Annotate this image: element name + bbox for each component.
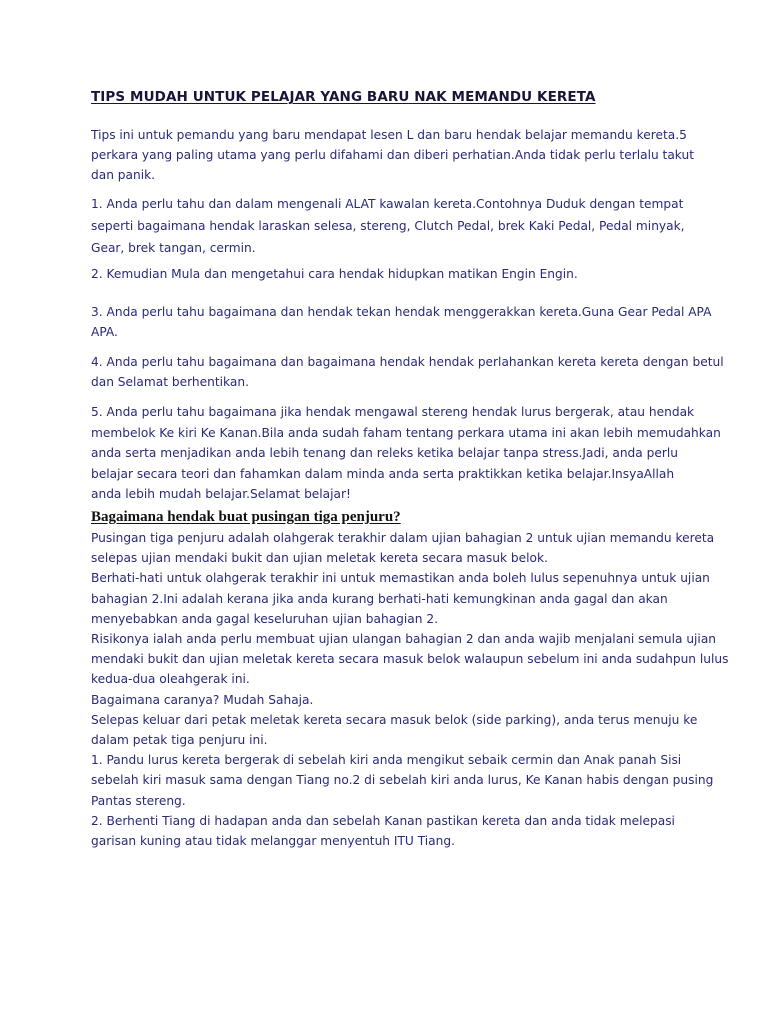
text-line: 3. Anda perlu tahu bagaimana dan hendak tekan hendak menggerakkan kereta.Guna Gear Pedal APA <box>91 305 712 319</box>
text-line: 2. Kemudian Mula dan mengetahui cara hendak hidupkan matikan Engin Engin. <box>91 267 578 281</box>
section-heading: Bagaimana hendak buat pusingan tiga penjuru? <box>91 509 401 525</box>
text-line: 5. Anda perlu tahu bagaimana jika hendak mengawal stereng hendak lurus bergerak, atau hendak <box>91 405 695 419</box>
text-line: Pusingan tiga penjuru adalah olahgerak terakhir dalam ujian bahagian 2 untuk ujian memandu kereta <box>91 531 715 545</box>
intro-paragraph <box>91 125 694 185</box>
text-line: mendaki bukit dan ujian meletak kereta secara masuk belok walaupun sebelum ini anda sudahpun lulus <box>91 652 729 667</box>
text-line: bahagian 2.Ini adalah kerana jika anda kurang berhati-hati kemungkinan anda gagal dan akan <box>91 591 668 606</box>
text-line: membelok Ke kiri Ke Kanan.Bila anda sudah faham tentang perkara utama ini akan lebih memudahkan <box>91 425 721 440</box>
text-line: selepas ujian mendaki bukit dan ujian meletak kereta secara masuk belok. <box>91 551 548 566</box>
text-line: APA. <box>91 325 118 339</box>
text-line: seperti bagaimana hendak laraskan selesa, stereng, Clutch Pedal, brek Kaki Pedal, Pedal minyak, <box>91 219 685 233</box>
text-line: kedua-dua oleahgerak ini. <box>91 672 250 687</box>
text-line: Tips ini untuk pemandu yang baru mendapat lesen L dan baru hendak belajar memandu kereta.5 <box>91 128 687 142</box>
text-line: 2. Berhenti Tiang di hadapan anda dan sebelah Kanan pastikan kereta dan anda tidak melepasi <box>91 813 675 828</box>
text-line: Selepas keluar dari petak meletak kereta secara masuk belok (side parking), anda terus menuju ke <box>91 712 698 727</box>
tip-3-paragraph <box>91 302 712 342</box>
text-line: perkara yang paling utama yang perlu difahami dan diberi perhatian.Anda tidak perlu terlalu takut <box>91 148 694 162</box>
section-body <box>91 528 729 851</box>
text-line: Risikonya ialah anda perlu membuat ujian ulangan bahagian 2 dan anda wajib menjalani semula ujian <box>91 632 717 647</box>
text-line: 1. Anda perlu tahu dan dalam mengenali ALAT kawalan kereta.Contohnya Duduk dengan tempat <box>91 197 684 211</box>
text-line: menyebabkan anda gagal keseluruhan ujian bahagian 2. <box>91 611 438 626</box>
text-line: 1. Pandu lurus kereta bergerak di sebelah kiri anda mengikut sebaik cermin dan Anak panah Sisi <box>91 753 682 768</box>
text-line: dan Selamat berhentikan. <box>91 375 249 389</box>
text-line: garisan kuning atau tidak melanggar menyentuh ITU Tiang. <box>91 834 455 849</box>
text-line: Gear, brek tangan, cermin. <box>91 241 256 255</box>
text-line: sebelah kiri masuk sama dengan Tiang no.2 di sebelah kiri anda lurus, Ke Kanan habis dengan pusing <box>91 773 714 788</box>
text-line: Berhati-hati untuk olahgerak terakhir ini untuk memastikan anda boleh lulus sepenuhnya untuk ujian <box>91 571 710 586</box>
text-line: anda lebih mudah belajar.Selamat belajar! <box>91 487 351 501</box>
document-title: TIPS MUDAH UNTUK PELAJAR YANG BARU NAK MEMANDU KERETA <box>91 89 596 105</box>
tip-2-paragraph <box>91 264 691 284</box>
text-line: Bagaimana caranya? Mudah Sahaja. <box>91 692 314 707</box>
tip-5-paragraph <box>91 402 721 505</box>
text-line: dalam petak tiga penjuru ini. <box>91 733 268 748</box>
text-line: 4. Anda perlu tahu bagaimana dan bagaimana hendak hendak perlahankan kereta kereta dengan betul <box>91 355 724 369</box>
text-line: Pantas stereng. <box>91 793 186 808</box>
text-line: dan panik. <box>91 168 156 182</box>
tip-4-paragraph <box>91 352 724 392</box>
text-line: belajar secara teori dan fahamkan dalam minda anda serta praktikkan ketika belajar.InsyaAllah <box>91 466 675 481</box>
text-line: anda serta menjadikan anda lebih tenang dan releks ketika belajar tanpa stress.Jadi, anda perlu <box>91 446 678 460</box>
tip-1-paragraph <box>91 193 691 259</box>
